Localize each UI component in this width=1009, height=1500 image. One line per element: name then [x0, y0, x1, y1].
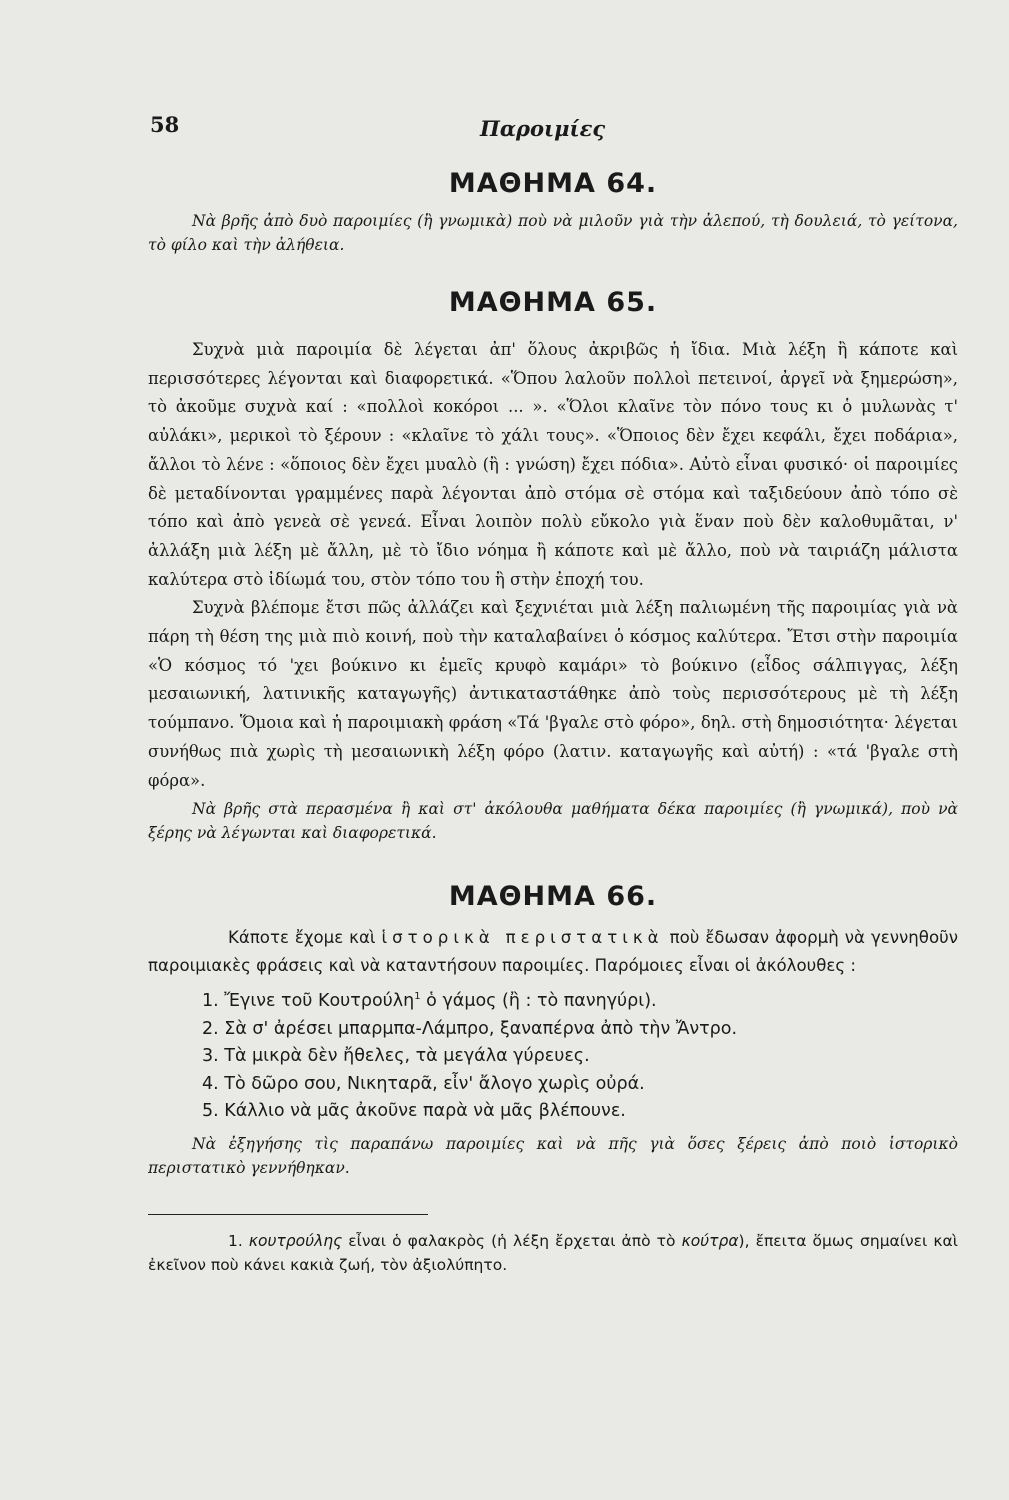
lesson-64-heading: ΜΑΘΗΜΑ 64.	[448, 168, 658, 199]
lesson-65-paragraph-2: Συχνὰ βλέπομε ἔτσι πῶς ἀλλάζει καὶ ξεχνιέται μιὰ λέξη παλιωμένη τῆς παροιμίας γιὰ νὰ πάρη τὴ θέση της μιὰ πιὸ κοινή, ποὺ τὴν καταλαβαίνει ὁ κόσμος καλύτερα. Ἔτσι στὴν παροιμία «Ὁ κόσμος τό 'χει βούκινο κι ἐμεῖς κρυφὸ καμάρι» τὸ βούκινο (εἶδος σάλπιγγας, λέξη μεσαιωνική, λατινικῆς καταγωγῆς) ἀντικαταστάθηκε ἀπὸ τοὺς περισσότερους μὲ τὴ λέξη τούμπανο. Ὅμοια καὶ ἡ παροιμιακὴ φράση «Τά 'βγαλε στὸ φόρο», δηλ. στὴ δημοσιότητα· λέγεται συνήθως πιὰ χωρὶς τὴ μεσαιωνικὴ λέξη φόρο (λατιν. καταγωγῆς καὶ αὐτή) : «τά 'βγαλε στὴ φόρα».	[148, 598, 958, 790]
running-title: Παροιμίες	[480, 116, 606, 141]
footnote-marker: 1	[414, 991, 421, 1003]
list-item: 4. Τὸ δῶρο σου, Νικηταρᾶ, εἶν' ἄλογο χωρὶς οὐρά.	[202, 1073, 645, 1094]
list-item: 5. Κάλλιο νὰ μᾶς ἀκοῦνε παρὰ νὰ μᾶς βλέπουνε.	[202, 1101, 626, 1122]
footnote-divider	[148, 1214, 428, 1215]
list-item: 3. Τὰ μικρὰ δὲν ἤθελες, τὰ μεγάλα γύρευες.	[202, 1046, 590, 1067]
lesson-66-heading: ΜΑΘΗΜΑ 66.	[448, 881, 658, 913]
page-number: 58	[150, 112, 180, 137]
lesson-65-instruction: Νὰ βρῆς στὰ περασμένα ἢ καὶ στ' ἀκόλουθα μαθήματα δέκα παροιμίες (ἢ γνωμικά), ποὺ νὰ ξέρης νὰ λέγωνται καὶ διαφορετικά.	[148, 800, 958, 843]
lesson-66-intro-before: Κάποτε ἔχομε καὶ	[228, 928, 382, 948]
list-item: 1. Ἔγινε τοῦ Κουτρούλη$^1$ ὁ γάμος (ἢ : τὸ πανηγύρι).	[202, 991, 657, 1012]
proverb-list	[148, 983, 958, 1125]
lesson-66-instruction: Νὰ ἐξηγήσης τὶς παραπάνω παροιμίες καὶ νὰ πῆς γιὰ ὅσες ξέρεις ἀπὸ ποιὸ ἱστορικὸ περιστατικὸ γεννήθηκαν.	[148, 1134, 958, 1177]
footnote-term-2: κούτρα	[681, 1231, 739, 1250]
lesson-66-intro	[148, 924, 958, 979]
lesson-66-intro-after: ποὺ ἔδωσαν ἀφορμὴ νὰ γεννηθοῦν παροιμιακὲς φράσεις καὶ νὰ καταντήσουν παροιμίες. Παρόμοιες εἶναι οἱ ἀκόλουθες :	[148, 928, 958, 975]
footnote: 1. κουτρούλης εἶναι ὁ φαλακρὸς (ἡ λέξη ἔρχεται ἀπὸ τὸ κούτρα), ἔπειτα ὅμως σημαίνει καὶ ἐκεῖνον ποὺ κάνει κακιὰ ζωή, τὸν ἀξιολύπητο.	[148, 1231, 958, 1274]
lesson-65-heading: ΜΑΘΗΜΑ 65.	[448, 287, 658, 318]
lesson-65-paragraph-1: Συχνὰ μιὰ παροιμία δὲ λέγεται ἀπ' ὅλους ἀκριβῶς ἡ ἴδια. Μιὰ λέξη ἢ κάποτε καὶ περισσότερες λέγονται καὶ διαφορετικά. «Ὅπου λαλοῦν πολλοὶ πετεινοί, ἀργεῖ νὰ ξημερώση», τὸ ἀκοῦμε συχνὰ καί : «πολλοὶ κοκόροι ... ». «Ὅλοι κλαῖνε τὸν πόνο τους κι ὁ μυλωνὰς τ' αὐλάκι», μερικοὶ τὸ ξέρουν : «κλαῖνε τὸ χάλι τους». «Ὅποιος δὲν ἔχει κεφάλι, ἔχει ποδάρια», ἄλλοι τὸ λένε : «ὅποιος δὲν ἔχει μυαλὸ (ἢ : γνώση) ἔχει πόδια». Αὐτὸ εἶναι φυσικό· οἱ παροιμίες δὲ μεταδίνονται γραμμένες παρὰ λέγονται ἀπὸ στόμα σὲ στόμα καὶ ταξιδεύουν ἀπὸ τόπο σὲ τόπο καὶ ἀπὸ γενεὰ σὲ γενεά. Εἶναι λοιπὸν πολὺ εὔκολο γιὰ ἕναν ποὺ δὲν καλοθυμᾶται, ν' ἀλλάξη μιὰ λέξη μὲ ἄλλη, μὲ τὸ ἴδιο νόημα ἢ κάποτε καὶ μὲ ἄλλο, ποὺ νὰ ταιριάζη μάλιστα καλύτερα στὸ ἰδίωμά του, στὸν τόπο του ἢ στὴν ἐποχή του.	[148, 340, 958, 589]
list-item: 2. Σὰ σ' ἀρέσει μπαρμπα-Λάμπρο, ξαναπέρνα ἀπὸ τὴν Ἄντρο.	[202, 1018, 738, 1039]
footnote-term: κουτρούλης	[248, 1231, 343, 1250]
page-content	[148, 168, 958, 1277]
page-header	[150, 112, 960, 152]
lesson-64-instruction: Νὰ βρῆς ἀπὸ δυὸ παροιμίες (ἢ γνωμικὰ) ποὺ νὰ μιλοῦν γιὰ τὴν ἀλεπού, τὴ δουλειά, τὸ γείτονα, τὸ φίλο καὶ τὴν ἀλήθεια.	[148, 212, 958, 254]
lesson-66-intro-spaced: ἱστορικὰ περιστατικὰ	[381, 928, 664, 948]
